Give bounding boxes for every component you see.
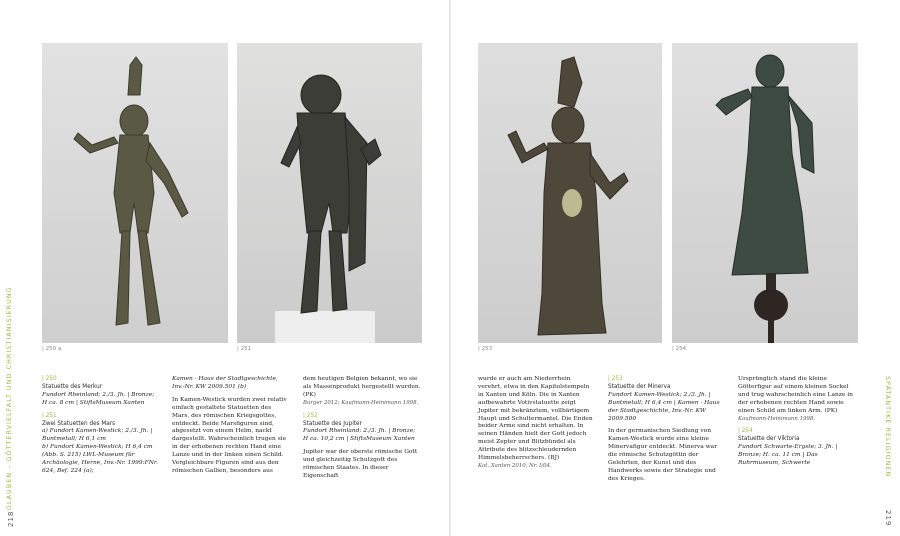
- entry-title-jupiter: Statuette des Jupiter: [303, 420, 362, 427]
- entry-details-jupiter: Fundort Rheinland; 2./3. Jh. | Bronze; H ca. 10,2 cm | StiftsMuseum Xanten: [303, 428, 416, 443]
- body-paragraph-minerva-cont: Ursprünglich stand die kleine Götterfigur auf einem kleinen Sockel und trug wahrscheinlich eine Lanze in der erhobenen rechten Hand sowie einen Schild am linken Arm. (PK): [738, 376, 853, 414]
- text-column-1: [42, 376, 160, 481]
- entry-title-mars: Zwei Statuetten des Mars: [42, 420, 116, 427]
- catalog-number-254: | 254: [738, 428, 856, 436]
- body-paragraph-jupiter-cont: wurde er auch am Niederrhein verehrt, etwa in den Kapitolstempeln in Xanten und Köln. Die in Xanten aufbewahrte Votivstatuette zeigt Jupiter mit bekränztem, vollbärtigem Haupt und Schultermantel. Die Enden beider Arme sind nicht erhalten. In seinen Händen hielt der Gott jedoch meist Zepter und Blitzbündel als Attribute des blitzschleudernden Himmelsbeherrschers. (BJ): [478, 376, 593, 462]
- page-number-left: 218: [7, 510, 15, 527]
- caption-251: | 251: [237, 346, 252, 352]
- entry-details-viktoria: Fundort Schwarte-Ergste; 3. Jh. | Bronze; H. ca. 11 cm | Das Ruhrmuseum, Schwerte: [738, 444, 838, 467]
- reference-jupiter: Kat. Xanten 2010, Nr. I/04.: [478, 462, 552, 469]
- catalog-number-253: | 253: [608, 376, 726, 384]
- caption-253: | 253: [478, 346, 493, 352]
- text-column-5: [608, 376, 726, 489]
- body-paragraph-jupiter: Jupiter war der oberste römische Gott und gleichzeitig Schutzgott des römischen Staates. In dieser Eigenschaft: [303, 449, 418, 479]
- entry-details-mars-cont: Kamen · Haus der Stadtgeschichte, Inv.-Nr. KW 2009.501 (b): [172, 376, 278, 390]
- minerva-figure-image: [478, 43, 662, 343]
- photo-minerva-statuette: [478, 43, 662, 343]
- text-column-3: [303, 376, 421, 486]
- catalog-number-252: | 252: [303, 413, 421, 421]
- photo-viktoria-statuette: [672, 43, 858, 343]
- catalog-number-251: | 251: [42, 413, 160, 421]
- entry-details-minerva: Fundort Kamen-Westick; 2./3. Jh. | Buntmetall; H 6,4 cm | Kamen · Haus der Stadtgeschichte, Inv.-Nr. KW 2009.500: [608, 391, 720, 422]
- photo-merkur-statuette: [42, 43, 228, 343]
- entry-details-merkur: Fundort Rheinland; 2./3. Jh. | Bronze; H ca. 8 cm | StiftsMuseum Xanten: [42, 391, 155, 406]
- caption-250a: | 250 a: [42, 346, 62, 352]
- photo-jupiter-statuette: [237, 43, 422, 343]
- merkur-figure-image: [42, 43, 228, 343]
- reference-minerva: Kaufmann-Heinimann 1998.: [738, 415, 816, 422]
- entry-title-viktoria: Statuette der Viktoria: [738, 436, 800, 443]
- text-column-2: [172, 376, 290, 481]
- book-gutter: [449, 0, 451, 536]
- entry-title-merkur: Statuette des Merkur: [42, 383, 103, 390]
- page-number-right: 219: [884, 510, 892, 527]
- section-label-left: GLAUBEN – GÖTTERVIELFALT UND CHRISTIANISIERUNG: [6, 286, 13, 510]
- text-column-4: [478, 376, 596, 476]
- jupiter-figure-image: [237, 43, 422, 343]
- entry-details-mars-a: a) Fundort Kamen-Westick; 2./3. Jh. | Buntmetall; H 6,1 cm: [42, 428, 153, 443]
- entry-title-minerva: Statuette der Minerva: [608, 383, 671, 390]
- body-paragraph-mars-end: dem heutigen Belgien bekannt, wo sie als Massenprodukt hergestellt wurden. (PK): [303, 376, 421, 398]
- section-label-right: SPÄTANTIKE RELIGIONEN: [884, 376, 891, 478]
- viktoria-figure-image: [672, 43, 858, 343]
- entry-details-mars-b: b) Fundort Kamen-Westick; H 6,4 cm (Abb. S. 215) LWL-Museum für Archäologie, Herne, Inv.-Nr. 1999:FNr. 624, Bef. 224 (a);: [42, 444, 158, 474]
- caption-254: | 254: [672, 346, 687, 352]
- body-paragraph-mars: In Kamen-Westick wurden zwei relativ einfach gestaltete Statuetten des Mars, des römischen Kriegsgottes, entdeckt. Beide Marsfiguren sind, abgesetzt von einem Helm, nackt dargestellt. Wahrscheinlich trugen sie in der erhobenen rechten Hand eine Lanze und in der linken einen Schild. Vergleichbare Figuren sind aus den römischen Gallien, besonders aus: [172, 396, 287, 474]
- catalog-number-250: | 250: [42, 376, 160, 384]
- body-paragraph-minerva: In der germanischen Siedlung von Kamen-Westick wurde eine kleine Minervafigur entdeckt. Minerva war die römische Schutzgöttin der Gelehrten, der Kunst und des Handwerks sowie der Strategie und des Krieges.: [608, 428, 718, 482]
- reference-mars: Burger 2012; Kaufmann-Heinimann 1998.: [303, 399, 419, 406]
- text-column-6: [738, 376, 856, 473]
